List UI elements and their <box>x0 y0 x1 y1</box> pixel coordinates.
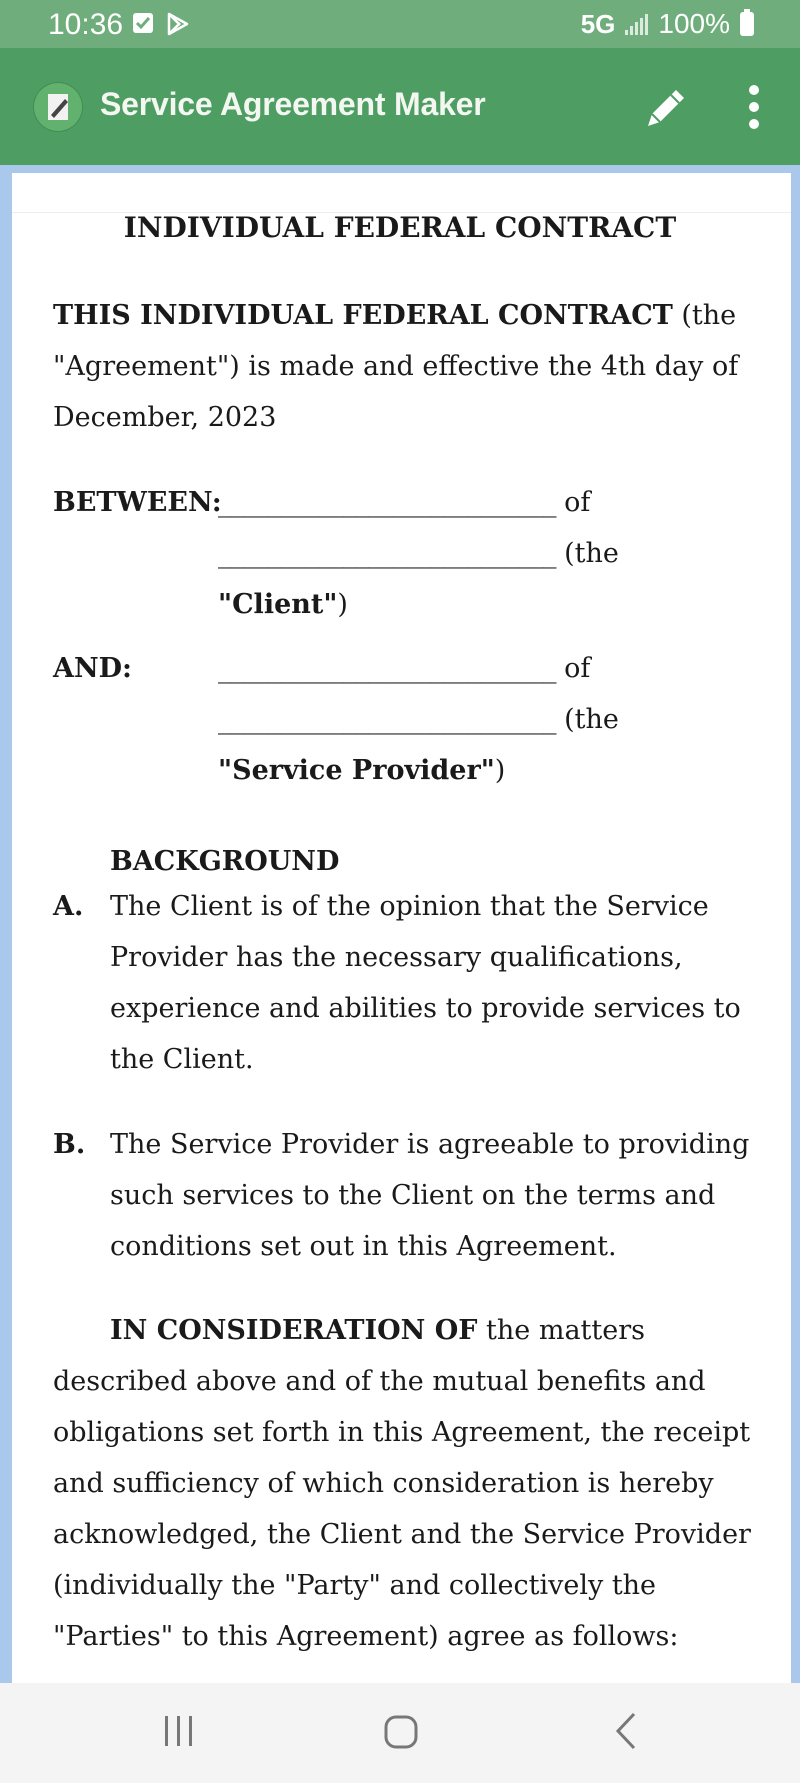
item-a-line: experience and abilities to provide services to <box>110 993 741 1024</box>
intro-line-1 <box>53 290 743 341</box>
service-provider-label: "Service Provider" <box>218 755 495 786</box>
item-a-text <box>110 881 750 1085</box>
play-store-icon <box>166 12 190 36</box>
app-title: Service Agreement Maker <box>100 86 486 122</box>
app-logo-icon <box>33 82 83 132</box>
blank-line: ___________________________ <box>218 538 556 569</box>
provider-address-line[interactable] <box>218 694 619 745</box>
close-paren: ) <box>494 755 506 786</box>
intro-bold: THIS INDIVIDUAL FEDERAL CONTRACT <box>53 300 673 331</box>
and-label: AND: <box>53 653 133 684</box>
consideration-bold: IN CONSIDERATION OF <box>110 1315 478 1346</box>
blank-line: ___________________________ <box>218 487 556 518</box>
client-name-line[interactable] <box>218 477 590 528</box>
app-bar <box>0 48 800 165</box>
of-text: of <box>555 487 591 518</box>
the-text: (the <box>555 538 619 569</box>
edit-button[interactable] <box>640 82 692 134</box>
item-b-text <box>110 1119 750 1272</box>
item-a-line: the Client. <box>110 1044 254 1075</box>
provider-name-line[interactable] <box>218 643 590 694</box>
signal-icon <box>625 13 648 35</box>
item-b-line: The Service Provider is agreeable to providing <box>110 1129 750 1160</box>
intro-paragraph <box>53 290 743 443</box>
close-paren: ) <box>337 589 348 620</box>
item-b-line: conditions set out in this Agreement. <box>110 1231 617 1262</box>
consideration-paragraph <box>53 1305 753 1662</box>
consideration-text: the matters described above and of the mutual benefits and obligations set forth in this Agreement, the receipt and sufficiency of which consideration is hereby acknowledged, the Client and the Service Provider (individually the "Party" and collectively the "Parties" to this Agreement) agree as follows: <box>53 1315 751 1652</box>
status-notification-icons <box>132 12 190 36</box>
the-text: (the <box>555 704 619 735</box>
client-label-line <box>218 579 348 630</box>
recents-icon <box>162 1716 196 1746</box>
battery-percent: 100% <box>658 8 730 39</box>
checkbox-notification-icon <box>132 12 154 34</box>
intro-rest: (the <box>672 300 737 331</box>
intro-line-3: December, 2023 <box>53 402 277 433</box>
item-b-line: such services to the Client on the terms and <box>110 1180 716 1211</box>
home-icon <box>384 1715 418 1749</box>
item-a-line: Provider has the necessary qualifications, <box>110 942 683 973</box>
more-vert-icon <box>734 80 774 134</box>
back-button[interactable] <box>614 1711 638 1751</box>
pencil-icon <box>640 82 692 134</box>
item-a-letter: A. <box>53 891 84 922</box>
recents-button[interactable] <box>162 1716 196 1746</box>
status-time: 10:36 <box>48 8 124 41</box>
client-label: "Client" <box>218 589 338 620</box>
item-b-letter: B. <box>53 1129 86 1160</box>
battery-icon <box>740 12 754 36</box>
blank-line: ___________________________ <box>218 653 556 684</box>
document-title: INDIVIDUAL FEDERAL CONTRACT <box>123 211 677 244</box>
system-nav-bar <box>0 1683 800 1783</box>
network-type: 5G <box>580 8 616 39</box>
background-heading: BACKGROUND <box>110 846 340 877</box>
between-label: BETWEEN: <box>53 487 222 518</box>
intro-line-2: "Agreement") is made and effective the 4th day of <box>53 351 739 382</box>
provider-label-line <box>218 745 505 796</box>
client-address-line[interactable] <box>218 528 619 579</box>
more-options-button[interactable] <box>734 80 774 134</box>
back-icon <box>614 1711 638 1751</box>
home-button[interactable] <box>384 1715 418 1749</box>
of-text: of <box>555 653 591 684</box>
item-a-line: The Client is of the opinion that the Service <box>110 891 709 922</box>
status-right <box>581 8 754 40</box>
status-bar <box>0 0 800 48</box>
blank-line: ___________________________ <box>218 704 556 735</box>
